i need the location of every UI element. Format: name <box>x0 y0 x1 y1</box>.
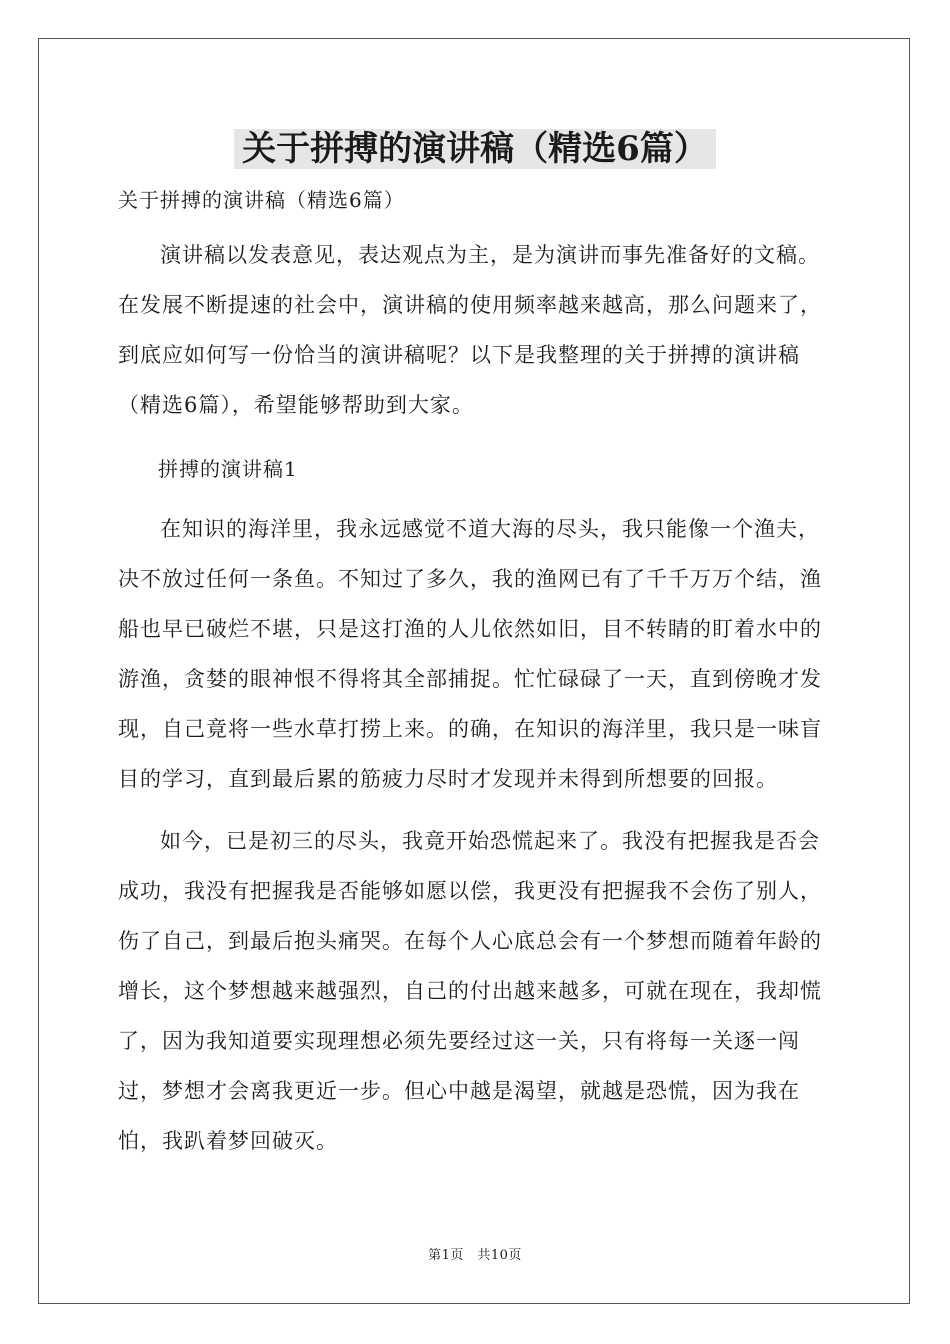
document-title-text: 关于拼搏的演讲稿（精选6篇） <box>234 129 716 169</box>
document-subtitle: 关于拼搏的演讲稿（精选6篇） <box>118 188 405 212</box>
intro-paragraph: 演讲稿以发表意见，表达观点为主，是为演讲而事先准备好的文稿。在发展不断提速的社会中，演讲稿的使用频率越来越高，那么问题来了，到底应如何写一份恰当的演讲稿呢？以下是我整理的关于拼搏的演讲稿（精选6篇），希望能够帮助到大家。 <box>118 243 822 417</box>
document-title <box>0 124 950 174</box>
section-heading: 拼搏的演讲稿1 <box>158 457 298 481</box>
body-paragraph-2: 如今，已是初三的尽头，我竟开始恐慌起来了。我没有把握我是否会成功，我没有把握我是否能够如愿以偿，我更没有把握我不会伤了别人，伤了自己，到最后抱头痛哭。在每个人心底总会有一个梦想而随着年龄的增长，这个梦想越来越强烈，自己的付出越来越多，可就在现在，我却慌了，因为我知道要实现理想必须先要经过这一关，只有将每一关逐一闯过，梦想才会离我更近一步。但心中越是渴望，就越是恐慌，因为我在怕，我趴着梦回破灭。 <box>118 829 822 1153</box>
page-footer: 第1页 共10页 <box>428 1248 522 1263</box>
document-body <box>118 180 838 1166</box>
body-paragraph-1: 在知识的海洋里，我永远感觉不道大海的尽头，我只能像一个渔夫，决不放过任何一条鱼。不知过了多久，我的渔网已有了千千万万个结，渔船也早已破烂不堪，只是这打渔的人儿依然如旧，目不转睛的盯着水中的游渔，贪婪的眼神恨不得将其全部捕捉。忙忙碌碌了一天，直到傍晚才发现，自己竟将一些水草打捞上来。的确，在知识的海洋里，我只是一味盲目的学习，直到最后累的筋疲力尽时才发现并未得到所想要的回报。 <box>118 517 822 791</box>
